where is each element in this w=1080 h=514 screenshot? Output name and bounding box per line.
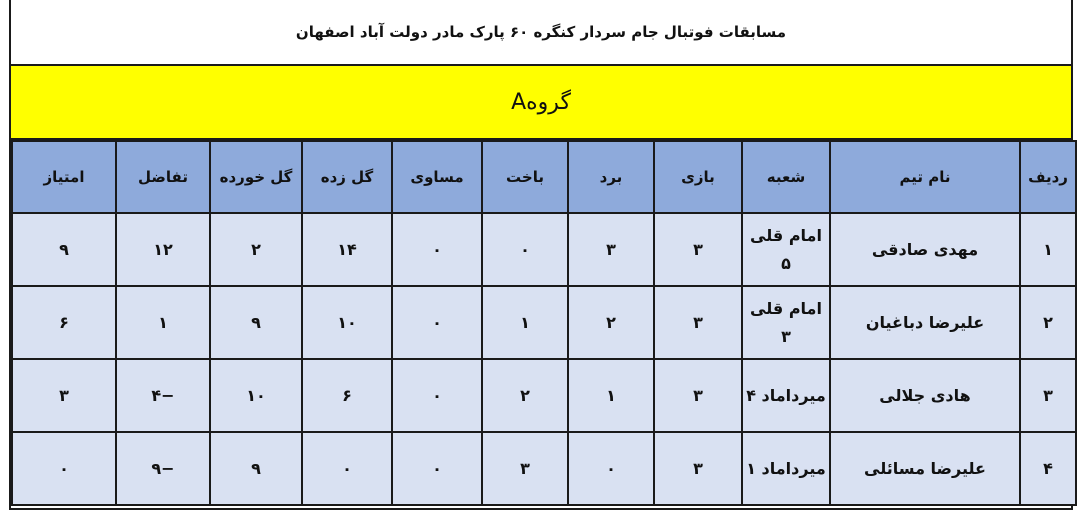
cell-goals-for: ۶ (302, 359, 392, 432)
cell-lost: ۰ (482, 213, 568, 286)
cell-rank: ۲ (1020, 286, 1076, 359)
cell-goals-against: ۲ (210, 213, 302, 286)
cell-won: ۱ (568, 359, 654, 432)
header-drawn: مساوی (392, 141, 482, 213)
cell-played: ۳ (654, 359, 742, 432)
cell-goal-difference: ۱۲ (116, 213, 210, 286)
cell-team-name: علیرضا دباغیان (830, 286, 1020, 359)
header-goals-against: گل خورده (210, 141, 302, 213)
table-row (12, 213, 1076, 286)
cell-won: ۲ (568, 286, 654, 359)
header-lost: باخت (482, 141, 568, 213)
cell-goals-against: ۹ (210, 432, 302, 505)
table-row (12, 432, 1076, 505)
cell-rank: ۳ (1020, 359, 1076, 432)
cell-goals-for: ۱۰ (302, 286, 392, 359)
cell-lost: ۲ (482, 359, 568, 432)
cell-branch: امام قلی ۳ (742, 286, 830, 359)
group-label: گروهA (11, 66, 1071, 140)
table-row (12, 359, 1076, 432)
header-goal-difference: تفاضل (116, 141, 210, 213)
cell-goals-for: ۰ (302, 432, 392, 505)
cell-drawn: ۰ (392, 213, 482, 286)
cell-won: ۰ (568, 432, 654, 505)
cell-goal-difference: ۱ (116, 286, 210, 359)
cell-lost: ۱ (482, 286, 568, 359)
cell-goal-difference: −۹ (116, 432, 210, 505)
header-team-name: نام تیم (830, 141, 1020, 213)
header-points: امتیاز (12, 141, 116, 213)
header-played: بازی (654, 141, 742, 213)
standings-sheet (9, 0, 1073, 510)
cell-goals-for: ۱۴ (302, 213, 392, 286)
cell-team-name: هادی جلالی (830, 359, 1020, 432)
header-won: برد (568, 141, 654, 213)
cell-points: ۰ (12, 432, 116, 505)
cell-points: ۹ (12, 213, 116, 286)
tournament-title: مسابقات فوتبال جام سردار کنگره ۶۰ پارک مادر دولت آباد اصفهان (11, 0, 1071, 66)
cell-points: ۶ (12, 286, 116, 359)
cell-played: ۳ (654, 286, 742, 359)
cell-rank: ۱ (1020, 213, 1076, 286)
table-row (12, 286, 1076, 359)
header-branch: شعبه (742, 141, 830, 213)
cell-branch: امام قلی ۵ (742, 213, 830, 286)
cell-drawn: ۰ (392, 286, 482, 359)
cell-points: ۳ (12, 359, 116, 432)
header-rank: ردیف (1020, 141, 1076, 213)
standings-table (11, 140, 1077, 506)
cell-goals-against: ۹ (210, 286, 302, 359)
cell-played: ۳ (654, 432, 742, 505)
cell-played: ۳ (654, 213, 742, 286)
header-goals-for: گل زده (302, 141, 392, 213)
cell-drawn: ۰ (392, 359, 482, 432)
cell-team-name: علیرضا مسائلی (830, 432, 1020, 505)
cell-branch: میرداماد ۱ (742, 432, 830, 505)
cell-rank: ۴ (1020, 432, 1076, 505)
cell-lost: ۳ (482, 432, 568, 505)
cell-drawn: ۰ (392, 432, 482, 505)
cell-goals-against: ۱۰ (210, 359, 302, 432)
cell-team-name: مهدی صادقی (830, 213, 1020, 286)
header-row (12, 141, 1076, 213)
cell-branch: میرداماد ۴ (742, 359, 830, 432)
cell-won: ۳ (568, 213, 654, 286)
cell-goal-difference: −۴ (116, 359, 210, 432)
